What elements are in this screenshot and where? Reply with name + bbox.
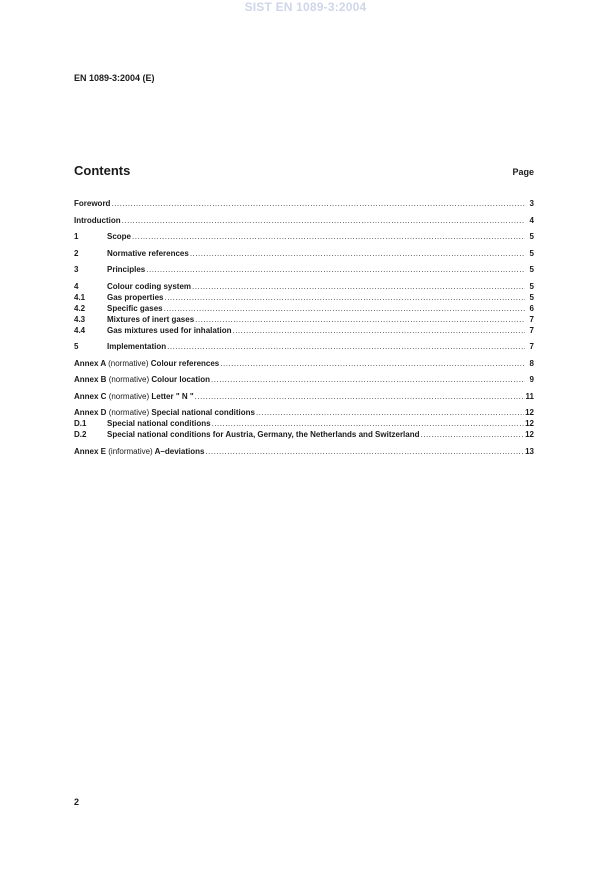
toc-entry-title: Foreword xyxy=(74,199,111,208)
toc-entry-annex-d[interactable] xyxy=(74,407,534,418)
toc-section-number: 4.3 xyxy=(74,314,86,324)
toc-section-number: 3 xyxy=(74,265,79,274)
toc-entry-4-4[interactable] xyxy=(74,325,534,336)
toc-entry-4-2[interactable] xyxy=(74,303,534,314)
toc-annex-label: Annex A xyxy=(74,358,106,368)
toc-dot-leader xyxy=(205,446,524,457)
toc-annex-qualifier: (normative) xyxy=(108,358,149,368)
toc-entry-annex-a[interactable] xyxy=(74,358,534,369)
toc-entry-title: Specific gases xyxy=(107,303,163,313)
toc-page-number: 5 xyxy=(529,232,534,241)
toc-entry-title: A–deviations xyxy=(154,446,205,456)
toc-page-number: 3 xyxy=(529,199,534,208)
toc-entry-4[interactable] xyxy=(74,281,534,292)
toc-page-number: 12 xyxy=(525,408,534,417)
toc-section-number: 4 xyxy=(74,281,79,291)
toc-section-number: 4.4 xyxy=(74,325,86,335)
table-of-contents xyxy=(74,198,534,457)
toc-page-number: 6 xyxy=(529,303,534,313)
toc-page-number: 5 xyxy=(529,248,534,258)
toc-annex-heading xyxy=(74,407,255,418)
toc-entry-d-2[interactable] xyxy=(74,429,534,440)
watermark-standard-id: SIST EN 1089-3:2004 xyxy=(244,0,367,14)
toc-entry-d-1[interactable] xyxy=(74,418,534,429)
toc-entry-title: Gas properties xyxy=(107,292,164,302)
toc-entry-3[interactable] xyxy=(74,264,534,275)
toc-dot-leader xyxy=(195,391,525,402)
toc-entry-2[interactable] xyxy=(74,248,534,259)
toc-dot-leader xyxy=(164,292,525,303)
toc-entry-annex-c[interactable] xyxy=(74,391,534,402)
toc-entry-title: Implementation xyxy=(107,342,167,351)
toc-entry-title: Colour references xyxy=(150,358,220,368)
toc-page-number: 5 xyxy=(529,265,534,274)
toc-section-number: 4.2 xyxy=(74,303,86,313)
toc-annex-heading xyxy=(74,358,219,369)
toc-section-number: D.1 xyxy=(74,419,87,428)
toc-dot-leader xyxy=(122,215,525,226)
toc-entry-title: Normative references xyxy=(107,248,189,258)
contents-heading-row xyxy=(74,163,534,178)
toc-annex-qualifier: (normative) xyxy=(108,391,150,401)
toc-page-number: 13 xyxy=(525,446,534,456)
toc-dot-leader xyxy=(212,418,525,429)
toc-entry-title: Special national conditions for Austria, Germany, the Netherlands and Switzerland xyxy=(107,430,420,439)
toc-entry-4-3[interactable] xyxy=(74,314,534,325)
toc-entry-title: Colour coding system xyxy=(107,281,192,291)
toc-dot-leader xyxy=(164,303,525,314)
toc-dot-leader xyxy=(167,341,525,352)
toc-entry-title: Special national conditions xyxy=(151,408,255,417)
toc-entry-title: Colour location xyxy=(151,375,211,384)
toc-entry-title: Scope xyxy=(107,232,132,241)
toc-annex-heading xyxy=(74,374,210,385)
toc-dot-leader xyxy=(211,374,525,385)
toc-page-number: 8 xyxy=(529,358,534,368)
toc-entry-foreword[interactable] xyxy=(74,198,534,209)
toc-page-number: 7 xyxy=(529,325,534,335)
toc-dot-leader xyxy=(146,264,525,275)
toc-page-number: 12 xyxy=(525,430,534,439)
toc-entry-title: Principles xyxy=(107,265,146,274)
toc-entry-title: Gas mixtures used for inhalation xyxy=(107,325,232,335)
toc-entry-1[interactable] xyxy=(74,231,534,242)
toc-entry-introduction[interactable] xyxy=(74,215,534,226)
toc-page-number: 4 xyxy=(529,215,534,225)
toc-dot-leader xyxy=(132,231,525,242)
document-id-header: EN 1089-3:2004 (E) xyxy=(74,73,155,83)
toc-page-number: 5 xyxy=(529,292,534,302)
toc-annex-heading xyxy=(74,391,194,402)
toc-dot-leader xyxy=(192,281,525,292)
toc-dot-leader xyxy=(195,314,525,325)
toc-page-number: 11 xyxy=(525,391,534,401)
toc-section-number: 5 xyxy=(74,342,79,351)
toc-entry-title: Introduction xyxy=(74,215,121,225)
toc-section-number: D.2 xyxy=(74,430,87,439)
toc-annex-qualifier: (normative) xyxy=(108,375,150,384)
toc-dot-leader xyxy=(190,248,525,259)
contents-title: Contents xyxy=(74,163,131,178)
toc-annex-label: Annex B xyxy=(74,375,107,384)
toc-dot-leader xyxy=(220,358,525,369)
toc-entry-4-1[interactable] xyxy=(74,292,534,303)
toc-annex-label: Annex D xyxy=(74,408,107,417)
toc-page-number: 7 xyxy=(529,314,534,324)
toc-dot-leader xyxy=(256,407,524,418)
toc-page-number: 5 xyxy=(529,281,534,291)
toc-annex-label: Annex E xyxy=(74,446,107,456)
toc-annex-qualifier: (normative) xyxy=(108,408,150,417)
toc-page-number: 12 xyxy=(525,419,534,428)
toc-page-number: 7 xyxy=(529,342,534,351)
toc-entry-5[interactable] xyxy=(74,341,534,352)
toc-section-number: 1 xyxy=(74,232,79,241)
toc-dot-leader xyxy=(421,429,525,440)
page-column-label: Page xyxy=(512,167,534,177)
toc-annex-label: Annex C xyxy=(74,391,107,401)
toc-dot-leader xyxy=(232,325,525,336)
toc-section-number: 2 xyxy=(74,248,79,258)
footer-page-number: 2 xyxy=(74,797,80,807)
toc-entry-annex-b[interactable] xyxy=(74,374,534,385)
toc-annex-heading xyxy=(74,446,204,457)
toc-section-number: 4.1 xyxy=(74,292,86,302)
toc-entry-annex-e[interactable] xyxy=(74,446,534,457)
toc-page-number: 9 xyxy=(529,375,534,384)
toc-dot-leader xyxy=(111,198,525,209)
toc-entry-title: Mixtures of inert gases xyxy=(107,314,195,324)
toc-annex-qualifier: (informative) xyxy=(108,446,153,456)
toc-entry-title: Special national conditions xyxy=(107,419,211,428)
toc-entry-title: Letter " N " xyxy=(151,391,194,401)
